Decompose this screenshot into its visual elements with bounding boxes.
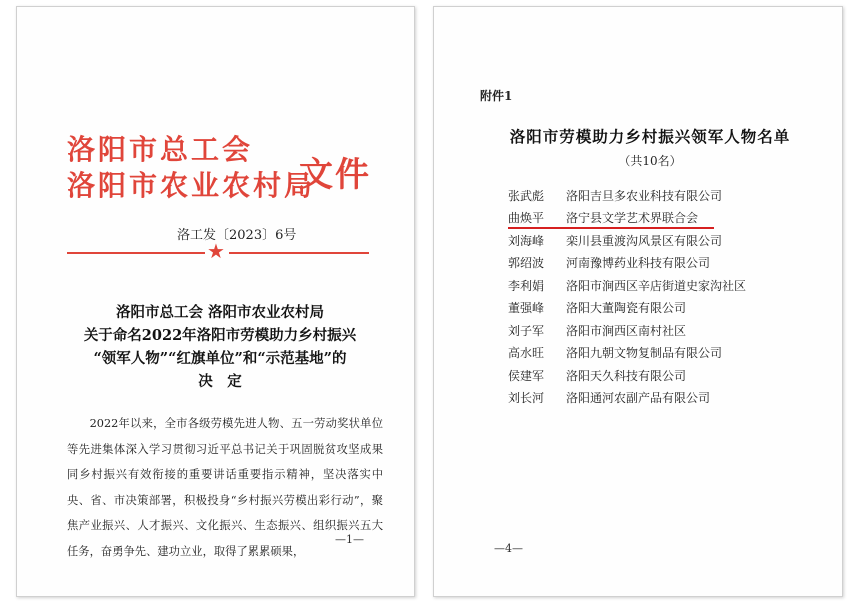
document-number: 洛工发〔2023〕6号	[177, 228, 297, 243]
page-number: —4—	[494, 542, 523, 555]
header-line-agriculture-bureau: 洛阳市农业农村局	[67, 169, 316, 202]
list-item	[508, 229, 746, 252]
person-organization: 栾川县重渡沟风景区有限公司	[566, 233, 723, 248]
red-divider-right	[229, 252, 369, 254]
person-name: 李利娟	[508, 278, 545, 293]
person-name: 张武彪	[508, 188, 545, 203]
list-title: 洛阳市劳模助力乡村振兴领军人物名单	[509, 127, 791, 146]
attachment-label: 附件1	[480, 89, 513, 103]
header-document-label: 文件	[299, 155, 371, 195]
person-organization: 洛阳大董陶瓷有限公司	[566, 301, 687, 316]
person-organization: 洛阳天久科技有限公司	[566, 368, 687, 383]
list-item	[508, 297, 746, 320]
honoree-list	[508, 184, 746, 409]
list-item	[508, 184, 746, 207]
person-name: 刘长河	[508, 391, 545, 406]
person-name: 郭绍波	[508, 256, 545, 271]
person-organization: 洛阳通河农副产品有限公司	[566, 391, 711, 406]
person-name: 侯建军	[508, 368, 545, 383]
title-line: 关于命名2022年洛阳市劳模助力乡村振兴	[83, 327, 357, 344]
page-number: —1—	[335, 533, 364, 546]
header-line-trade-union: 洛阳市总工会	[67, 133, 254, 166]
person-name: 董强峰	[508, 301, 545, 316]
list-item	[508, 319, 746, 342]
list-item	[508, 387, 746, 410]
title-line: 决 定	[198, 373, 242, 390]
list-item	[508, 252, 746, 275]
list-item	[508, 364, 746, 387]
list-item	[508, 274, 746, 297]
body-paragraph: 2022年以来，全市各级劳模先进人物、五一劳动奖状单位等先进集体深入学习贯彻习近平总书记关于巩固脱贫攻坚成果同乡村振兴有效衔接的重要讲话重要指示精神，坚决落实中央、省、市决策部署，积极投身“乡村振兴劳模出彩行动”，聚焦产业振兴、人才振兴、文化振兴、生态振兴、组织振兴五大任务，奋勇争先、建功立业，取得了累累硕果，	[67, 417, 383, 558]
issuing-authority-header	[67, 133, 315, 203]
list-item	[508, 342, 746, 365]
person-organization: 洛阳市涧西区辛店街道史家沟社区	[566, 278, 747, 293]
decision-title	[75, 301, 365, 393]
person-name: 刘子军	[508, 323, 545, 338]
person-organization: 洛宁县文学艺术界联合会	[566, 211, 699, 226]
person-organization: 洛阳九朝文物复制品有限公司	[566, 346, 723, 361]
person-organization: 洛阳吉旦多农业科技有限公司	[566, 188, 723, 203]
title-line: 洛阳市总工会 洛阳市农业农村局	[115, 304, 325, 321]
red-divider-left	[67, 252, 205, 254]
person-organization: 洛阳市涧西区南村社区	[566, 323, 687, 338]
person-organization: 河南豫博药业科技有限公司	[566, 256, 711, 271]
list-count: （共10名）	[618, 154, 682, 168]
list-item-highlighted	[508, 207, 746, 230]
title-line: “领军人物”“红旗单位”和“示范基地”的	[93, 350, 347, 367]
left-document-page	[16, 6, 415, 597]
star-icon: ★	[207, 239, 225, 263]
person-name: 曲焕平	[508, 211, 545, 226]
right-document-page	[433, 6, 843, 597]
person-name: 刘海峰	[508, 233, 545, 248]
person-name: 高水旺	[508, 346, 545, 361]
